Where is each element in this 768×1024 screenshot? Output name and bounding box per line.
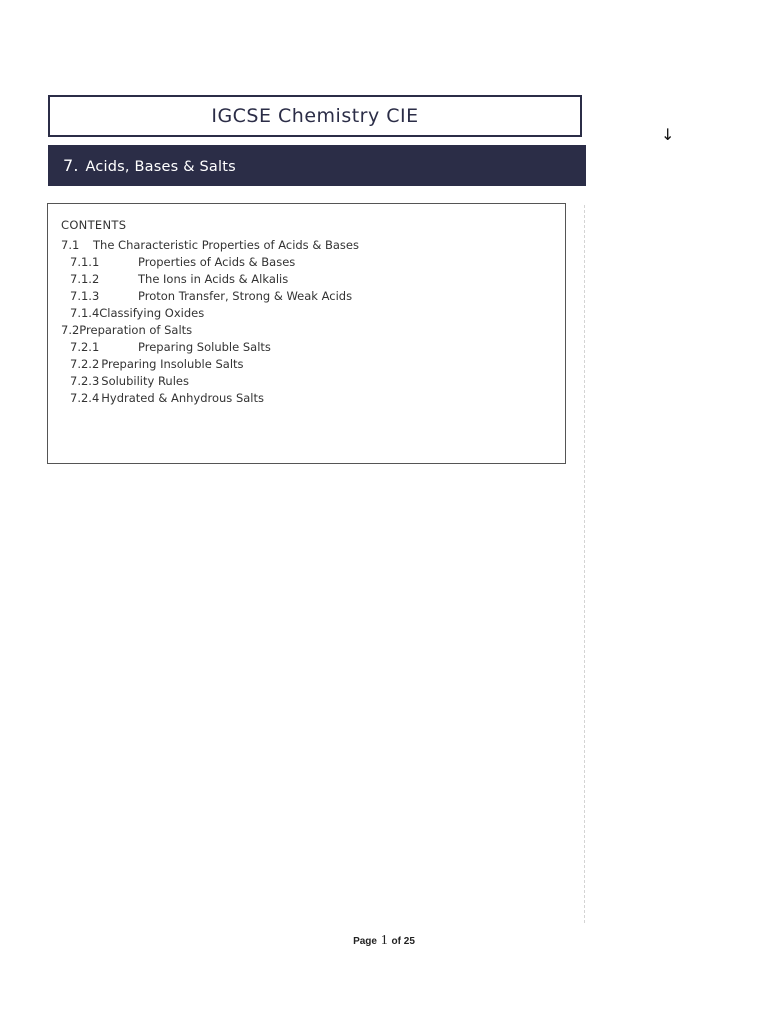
toc-item-title: Classifying Oxides xyxy=(99,306,205,320)
toc-item-title: The Ions in Acids & Alkalis xyxy=(138,272,289,286)
page-footer xyxy=(0,933,768,949)
table-of-contents xyxy=(47,203,566,464)
toc-item-number: 7.1.3 xyxy=(70,289,100,303)
toc-item-number: 7.2.1 xyxy=(70,340,100,354)
toc-item-title: The Characteristic Properties of Acids & Bases xyxy=(93,238,359,252)
toc-item-7-2-2[interactable] xyxy=(61,356,565,373)
chapter-heading xyxy=(63,156,236,175)
toc-item-title: Preparing Soluble Salts xyxy=(138,340,271,354)
toc-item-title: Hydrated & Anhydrous Salts xyxy=(101,391,264,405)
toc-item-7-1-2[interactable] xyxy=(61,271,565,288)
total-pages: 25 xyxy=(403,936,415,947)
toc-item-title: Preparation of Salts xyxy=(79,323,193,337)
toc-item-number: 7.2.3 xyxy=(70,374,100,388)
toc-item-7-2-4[interactable] xyxy=(61,390,565,407)
toc-item-title: Solubility Rules xyxy=(101,374,189,388)
toc-item-7-2[interactable] xyxy=(61,322,565,339)
toc-item-number: 7.1 xyxy=(61,238,80,252)
toc-item-number: 7.1.4 xyxy=(70,306,100,320)
chapter-title: Acids, Bases & Salts xyxy=(85,159,236,175)
toc-item-number: 7.2.4 xyxy=(70,391,100,405)
toc-item-number: 7.1.2 xyxy=(70,272,100,286)
toc-item-7-1[interactable] xyxy=(61,237,565,254)
chapter-number: 7. xyxy=(63,156,79,175)
toc-item-7-1-1[interactable] xyxy=(61,254,565,271)
toc-item-number: 7.2 xyxy=(61,323,80,337)
toc-item-number: 7.2.2 xyxy=(70,357,100,371)
toc-item-7-2-3[interactable] xyxy=(61,373,565,390)
toc-item-7-1-4[interactable] xyxy=(61,305,565,322)
page-number: 1 xyxy=(380,933,388,948)
document-title-box xyxy=(48,95,582,137)
toc-item-title: Properties of Acids & Bases xyxy=(138,255,296,269)
page-label: Page xyxy=(353,936,377,947)
of-label: of xyxy=(391,936,401,947)
toc-item-7-1-3[interactable] xyxy=(61,288,565,305)
chapter-banner xyxy=(48,145,586,186)
toc-item-7-2-1[interactable] xyxy=(61,339,565,356)
document-title: IGCSE Chemistry CIE xyxy=(211,105,419,127)
toc-item-number: 7.1.1 xyxy=(70,255,100,269)
down-arrow-icon: ↓ xyxy=(661,125,675,144)
margin-divider xyxy=(584,205,585,923)
toc-item-title: Proton Transfer, Strong & Weak Acids xyxy=(138,289,353,303)
toc-item-title: Preparing Insoluble Salts xyxy=(101,357,244,371)
contents-heading: CONTENTS xyxy=(61,218,127,232)
